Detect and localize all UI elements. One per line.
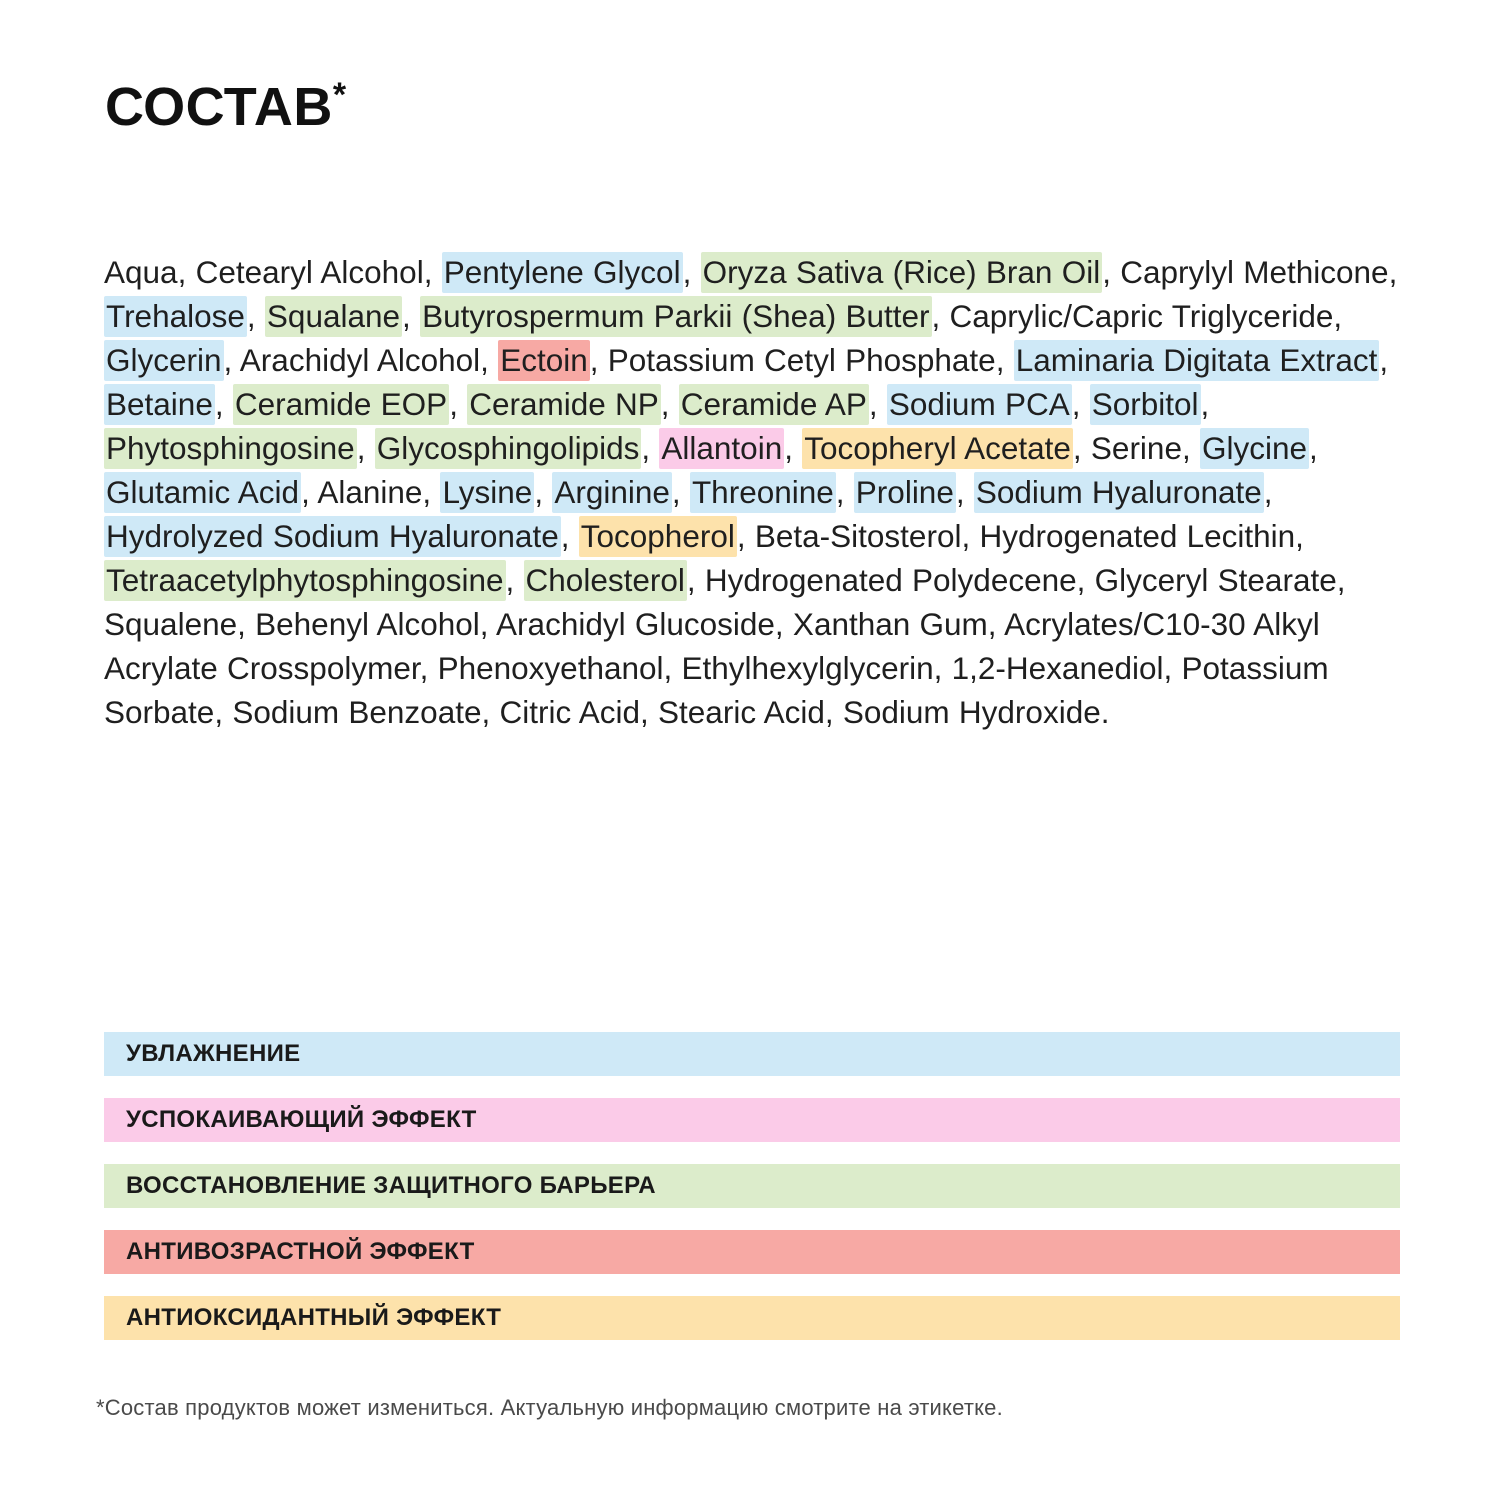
ingredient-highlight-barrier: Cholesterol <box>524 560 687 601</box>
ingredient-text: , Beta-Sitosterol, Hydrogenated Lecithin, <box>736 518 1304 554</box>
ingredient-highlight-soothing: Allantoin <box>659 428 784 469</box>
ingredient-text: , <box>955 474 974 510</box>
ingredient-text: , <box>682 254 701 290</box>
ingredient-highlight-barrier: Tetraacetylphytosphingosine <box>104 560 506 601</box>
legend-row <box>104 1098 1400 1142</box>
legend-row <box>104 1032 1400 1076</box>
legend-label: УВЛАЖНЕНИЕ <box>126 1040 301 1067</box>
ingredient-highlight-hydration: Glycine <box>1200 428 1309 469</box>
ingredient-text: , <box>534 474 553 510</box>
ingredient-highlight-hydration: Threonine <box>690 472 836 513</box>
legend-label: УСПОКАИВАЮЩИЙ ЭФФЕКТ <box>126 1106 477 1133</box>
ingredient-highlight-antioxidant: Tocopheryl Acetate <box>802 428 1073 469</box>
ingredient-text: , <box>1071 386 1090 422</box>
ingredient-highlight-hydration: Laminaria Digitata Extract <box>1014 340 1380 381</box>
ingredient-highlight-hydration: Glycerin <box>104 340 224 381</box>
page-title-asterisk: * <box>332 76 347 114</box>
ingredient-text: , Caprylyl Methicone, <box>1102 254 1398 290</box>
ingredient-text: , <box>660 386 679 422</box>
ingredient-text: , Potassium Cetyl Phosphate, <box>589 342 1014 378</box>
legend <box>104 1032 1400 1362</box>
ingredient-highlight-antiage: Ectoin <box>498 340 590 381</box>
footnote-text: Состав продуктов может измениться. Актуальную информацию смотрите на этикетке. <box>104 1395 1003 1420</box>
ingredient-text: , <box>1309 430 1318 466</box>
ingredient-highlight-barrier: Ceramide AP <box>679 384 869 425</box>
ingredient-text: , <box>835 474 854 510</box>
ingredient-text: , Serine, <box>1072 430 1200 466</box>
legend-label: АНТИВОЗРАСТНОЙ ЭФФЕКТ <box>126 1238 475 1265</box>
ingredient-highlight-barrier: Glycosphingolipids <box>375 428 642 469</box>
ingredient-text: , <box>356 430 375 466</box>
ingredient-text: , <box>1200 386 1210 422</box>
ingredient-highlight-barrier: Oryza Sativa (Rice) Bran Oil <box>701 252 1103 293</box>
ingredient-highlight-hydration: Sorbitol <box>1090 384 1201 425</box>
page-title <box>105 76 347 137</box>
ingredient-text: , <box>505 562 524 598</box>
ingredient-text: Aqua, Cetearyl Alcohol, <box>104 254 442 290</box>
ingredient-text: , Hydrogenated Polydecene, Glyceryl Stearate, Squalene, Behenyl Alcohol, Arachidyl Glucoside, Xanthan Gum, Acrylates/C10-30 Alkyl Acrylate Crosspolymer, Phenoxyethanol, Ethylhexylglycerin, 1,2-Hexanediol, Potassium Sorbate, Sodium Benzoate, Citric Acid, Stearic Acid, Sodium Hydroxide. <box>104 562 1346 730</box>
ingredient-text: , <box>1379 342 1389 378</box>
legend-label: ВОССТАНОВЛЕНИЕ ЗАЩИТНОГО БАРЬЕРА <box>126 1172 656 1199</box>
ingredient-highlight-hydration: Pentylene Glycol <box>442 252 683 293</box>
ingredient-text: , <box>868 386 887 422</box>
ingredient-text: , <box>402 298 421 334</box>
ingredient-highlight-hydration: Arginine <box>552 472 672 513</box>
ingredient-text: , <box>784 430 803 466</box>
ingredient-text: , <box>560 518 579 554</box>
ingredient-highlight-barrier: Ceramide NP <box>467 384 661 425</box>
ingredient-text: , <box>449 386 468 422</box>
legend-row <box>104 1164 1400 1208</box>
ingredient-highlight-barrier: Phytosphingosine <box>104 428 357 469</box>
legend-label: АНТИОКСИДАНТНЫЙ ЭФФЕКТ <box>126 1304 502 1331</box>
ingredient-highlight-hydration: Sodium PCA <box>887 384 1072 425</box>
ingredient-highlight-hydration: Glutamic Acid <box>104 472 301 513</box>
ingredient-highlight-hydration: Lysine <box>440 472 534 513</box>
ingredient-text: , Arachidyl Alcohol, <box>223 342 499 378</box>
ingredient-text: , <box>1263 474 1273 510</box>
ingredient-text: , <box>246 298 265 334</box>
ingredient-text: , <box>214 386 233 422</box>
ingredient-text: , <box>671 474 690 510</box>
legend-row <box>104 1296 1400 1340</box>
legend-row <box>104 1230 1400 1274</box>
ingredient-highlight-hydration: Trehalose <box>104 296 247 337</box>
ingredient-text: , Caprylic/Capric Triglyceride, <box>931 298 1343 334</box>
ingredient-highlight-antioxidant: Tocopherol <box>579 516 737 557</box>
ingredients-list <box>104 250 1404 734</box>
ingredient-text: , Alanine, <box>301 474 441 510</box>
ingredient-highlight-barrier: Ceramide EOP <box>233 384 449 425</box>
ingredient-text: , <box>641 430 660 466</box>
ingredient-highlight-hydration: Betaine <box>104 384 215 425</box>
ingredient-highlight-barrier: Squalane <box>265 296 402 337</box>
page-title-text: СОСТАВ <box>105 77 333 137</box>
ingredient-highlight-hydration: Hydrolyzed Sodium Hyaluronate <box>104 516 561 557</box>
footnote <box>96 1395 1003 1421</box>
footnote-star: * <box>96 1395 105 1420</box>
ingredient-highlight-hydration: Sodium Hyaluronate <box>974 472 1264 513</box>
ingredient-highlight-hydration: Proline <box>854 472 956 513</box>
ingredient-highlight-barrier: Butyrospermum Parkii (Shea) Butter <box>420 296 931 337</box>
